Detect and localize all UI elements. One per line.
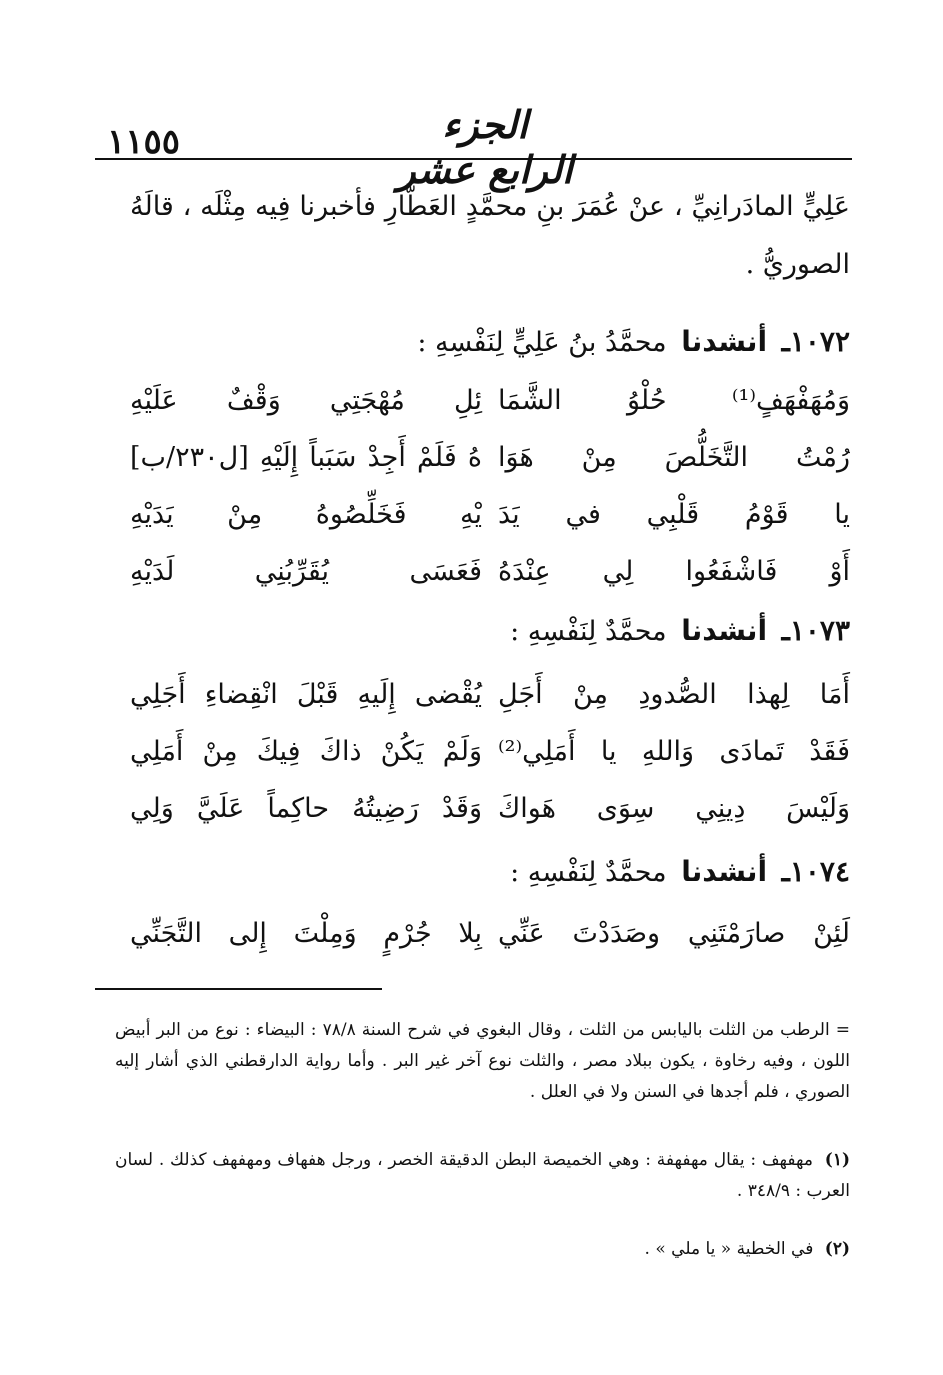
footnote-2 <box>115 1234 850 1265</box>
verse-second-hemistich: ئِلِ مُهْجَتِي وَقْفٌ عَلَيْهِ <box>130 385 482 416</box>
verse-first-hemistich: يا قَوْمُ قَلْبِي في يَدَ <box>498 499 850 530</box>
section-number: ١٠٧٤ـ <box>781 855 850 888</box>
section-keyword: أنشدنا <box>681 325 768 358</box>
verse-second-hemistich: وَلَمْ يَكُنْ ذاكَ فِيكَ مِنْ أَمَلِي <box>130 736 482 767</box>
verse-second-hemistich: فَعَسَى يُقَرِّبُنِي لَدَيْهِ <box>130 556 482 587</box>
verse-first-hemistich: أَمَا لِهذا الصُّدودِ مِنْ أَجَلِ <box>498 679 850 710</box>
section-heading-1072 <box>130 325 850 358</box>
verse-second-hemistich: يُقْضى إِلَيهِ قَبْلَ انْقِضاءِ أَجَلِي <box>130 679 482 710</box>
section-keyword: أنشدنا <box>681 614 768 647</box>
verse-line <box>130 679 850 731</box>
verse-line <box>130 736 850 788</box>
footnote-continuation: = الرطب من الثلت باليابس من الثلت ، وقال البغوي في شرح السنة ٧٨/٨ : البيضاء : نوع من البر أبيض اللون ، وفيه رخاوة ، يكون ببلاد مصر ، والثلت نوع آخر غير البر . وأما رواية الدارقطني الذي أشار إليه الصوري ، فلم أجدها في السنن ولا في العلل . <box>115 1020 850 1102</box>
verse-line <box>130 556 850 608</box>
verse-line <box>130 499 850 551</box>
footnote-rule <box>95 988 382 990</box>
footnote-text: في الخطية « يا ملي » . <box>644 1239 814 1259</box>
verse-first-hemistich: رُمْتُ التَّخَلُّصَ مِنْ هَوَا <box>498 442 850 473</box>
verse-second-hemistich: بِلا جُرْمٍ وَمِلْتَ إِلى التَّجَنِّي <box>130 918 482 949</box>
header-rule <box>95 158 852 160</box>
footnote-text: مهفهف : يقال مهفهفة : وهي الخميصة البطن الدقيقة الخصر ، ورجل هفهاف ومهفهف كذلك . لسان العرب : ٣٤٨/٩ . <box>115 1150 850 1201</box>
verse-second-hemistich: وَقَدْ رَضِيتُهُ حاكِماً عَلَيَّ وَلِي <box>130 793 482 824</box>
verse-second-hemistich: هُ فَلَمْ أَجِدْ سَبَباً إِلَيْهِ [ل٢٣٠/ب] <box>130 442 482 473</box>
page-header <box>95 92 852 192</box>
running-title: الجزء الرابع عشر <box>397 102 573 192</box>
section-keyword: أنشدنا <box>681 855 768 888</box>
section-number: ١٠٧٣ـ <box>781 614 850 647</box>
verse-first-hemistich: أَوْ فَاشْفَعُوا لِي عِنْدَهُ <box>498 556 850 587</box>
footnote-marker: (٢) <box>824 1239 850 1259</box>
section-speaker: محمَّدُ بنُ عَلِيٍّ لِنَفْسِهِ : <box>417 327 667 358</box>
verse-first-hemistich: وَلَيْسَ دِينِي سِوَى هَواكَ <box>498 793 850 824</box>
footnote-1 <box>115 1145 850 1207</box>
verse-first-hemistich: لَئِنْ صارَمْتَنِي وصَدَدْتَ عَنِّي <box>498 918 850 949</box>
section-heading-1073 <box>130 614 850 647</box>
page-number: ١١٥٥ <box>107 122 181 162</box>
verse-line <box>130 442 850 494</box>
verse-line <box>130 793 850 845</box>
section-speaker: محمَّدٌ لِنَفْسِهِ : <box>510 616 667 647</box>
verse-second-hemistich: يْهِ فَخَلِّصُوهُ مِنْ يَدَيْهِ <box>130 499 482 530</box>
verse-first-hemistich: فَقَدْ تَمادَى وَاللهِ يا أَمَلِي⁽²⁾ <box>498 736 850 767</box>
section-heading-1074 <box>130 855 850 888</box>
paragraph-1: عَلِيٍّ المادَرانِيِّ ، عنْ عُمَرَ بنِ محمَّدٍ العَطَّارِ فأخبرنا فِيه مِثْلَه ، قالَهُ الصوريُّ . <box>130 191 850 280</box>
footnote-marker: (١) <box>824 1150 850 1170</box>
verse-line <box>130 918 850 970</box>
section-speaker: محمَّدٌ لِنَفْسِهِ : <box>510 857 667 888</box>
verse-line <box>130 385 850 437</box>
verse-first-hemistich: وَمُهَفْهَفٍ⁽¹⁾ حُلْوُ الشَّمَا <box>498 385 850 416</box>
section-number: ١٠٧٢ـ <box>781 325 850 358</box>
